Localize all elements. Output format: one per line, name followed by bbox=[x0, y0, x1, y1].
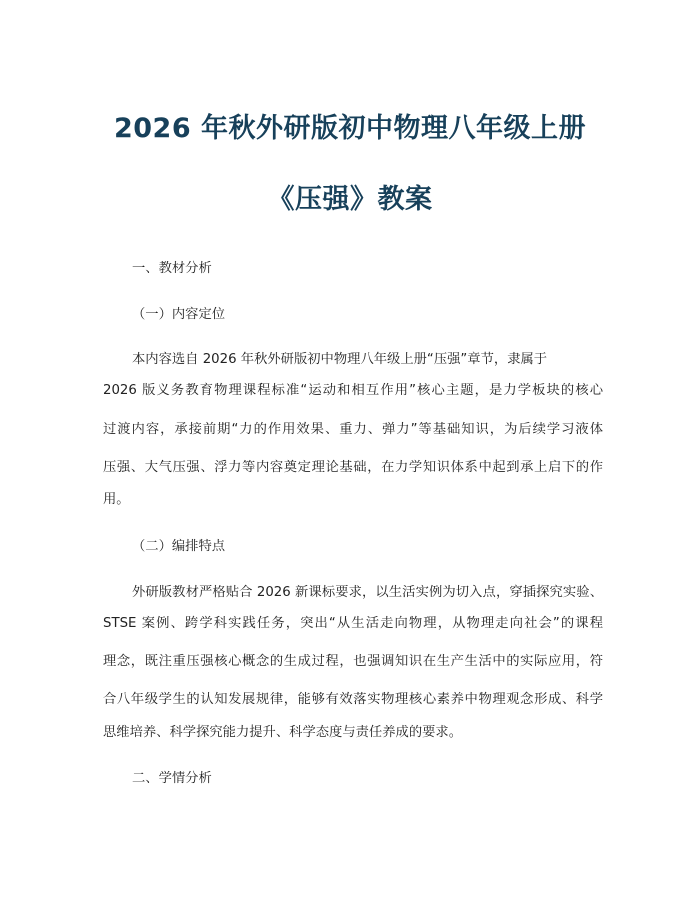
subsection-heading-layout-features: （二）编排特点 bbox=[132, 539, 226, 554]
paragraph-2-line-1: 外研版教材严格贴合 2026 新课标要求，以生活实例为切入点，穿插探究实验、 bbox=[132, 585, 603, 600]
paragraph-2-line-5: 思维培养、科学探究能力提升、科学态度与责任养成的要求。 bbox=[103, 725, 463, 740]
section-heading-textbook-analysis: 一、教材分析 bbox=[132, 261, 212, 276]
paragraph-1-line-1: 本内容选自 2026 年秋外研版初中物理八年级上册“压强”章节，隶属于 bbox=[132, 352, 548, 367]
document-title-line-1: 2026 年秋外研版初中物理八年级上册 bbox=[113, 113, 587, 144]
paragraph-2-line-3: 理念，既注重压强核心概念的生成过程，也强调知识在生产生活中的实际应用，符 bbox=[103, 654, 603, 669]
paragraph-1-line-3: 过渡内容，承接前期“力的作用效果、重力、弹力”等基础知识，为后续学习液体 bbox=[103, 422, 603, 437]
section-heading-student-analysis: 二、学情分析 bbox=[132, 771, 212, 786]
subsection-heading-content-position: （一）内容定位 bbox=[132, 307, 226, 322]
paragraph-1-line-2: 2026 版义务教育物理课程标准“运动和相互作用”核心主题，是力学板块的核心 bbox=[103, 383, 603, 398]
paragraph-1-line-4: 压强、大气压强、浮力等内容奠定理论基础，在力学知识体系中起到承上启下的作 bbox=[103, 460, 603, 475]
paragraph-2-line-2: STSE 案例、跨学科实践任务，突出“从生活走向物理，从物理走向社会”的课程 bbox=[103, 616, 603, 631]
paragraph-2-line-4: 合八年级学生的认知发展规律，能够有效落实物理核心素养中物理观念形成、科学 bbox=[103, 692, 603, 707]
document-title-line-2: 《压强》教案 bbox=[267, 184, 433, 215]
paragraph-1-line-5: 用。 bbox=[103, 492, 130, 507]
